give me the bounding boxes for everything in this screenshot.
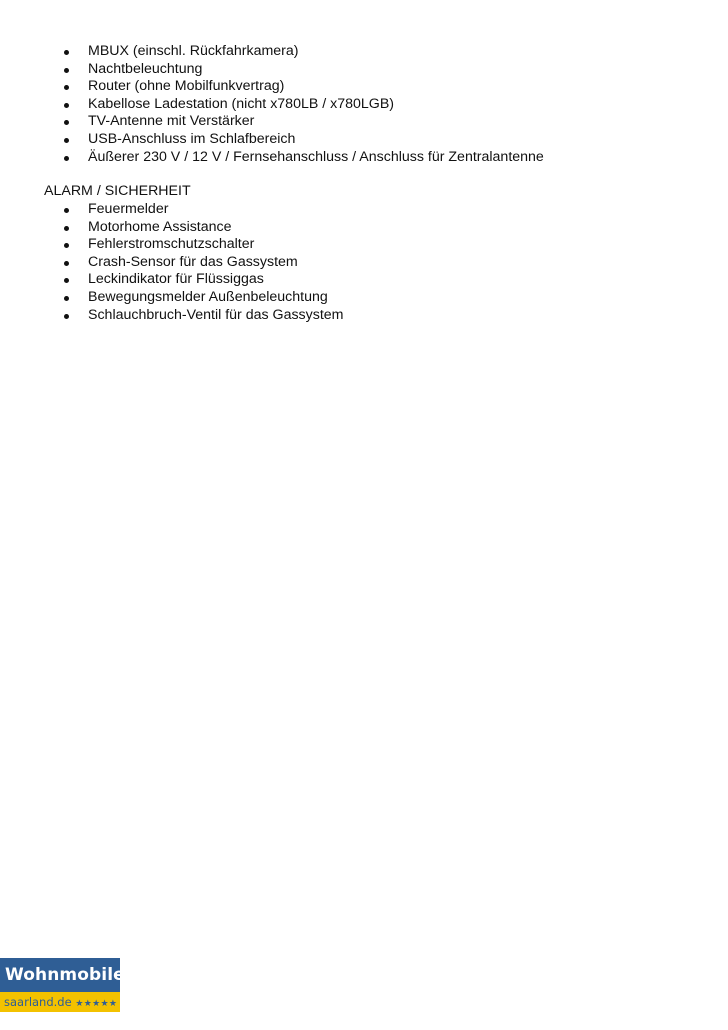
list-item-text: Router (ohne Mobilfunkvertrag) [88,78,285,95]
list-item-text: USB-Anschluss im Schlafbereich [88,130,296,147]
bullet-icon [64,85,69,90]
list-item-text: Bewegungsmelder Außenbeleuchtung [88,288,328,305]
list-item [64,219,344,237]
bullet-icon [64,208,69,213]
section-heading-alarm: ALARM / SICHERHEIT [44,183,191,199]
bullet-icon [64,120,69,125]
bullet-icon [64,68,69,73]
list-item-text: Schlauchbruch-Ventil für das Gassystem [88,306,344,323]
list-item [64,307,344,325]
list-item-text: Leckindikator für Flüssiggas [88,271,264,288]
list-item-text: Nachtbeleuchtung [88,60,203,77]
list-item-text: TV-Antenne mit Verstärker [88,113,255,130]
list-item [64,43,544,61]
bullet-icon [64,278,69,283]
bullet-icon [64,261,69,266]
bullet-icon [64,50,69,55]
list-item [64,61,544,79]
list-item-text: Kabellose Ladestation (nicht x780LB / x780LGB) [88,95,395,112]
list-item [64,236,344,254]
bullet-icon [64,314,69,319]
bullet-icon [64,296,69,301]
list-item-text: Äußerer 230 V / 12 V / Fernsehanschluss / Anschluss für Zentralantenne [88,148,544,165]
star-rating-icon: ★★★★★ [75,999,118,1009]
list-item [64,131,544,149]
list-item [64,113,544,131]
list-item-text: MBUX (einschl. Rückfahrkamera) [88,43,299,59]
list-item [64,201,344,219]
bullet-icon [64,156,69,161]
list-item-text: Motorhome Assistance [88,218,232,235]
bullet-icon [64,243,69,248]
list-item [64,78,544,96]
bullet-icon [64,226,69,231]
equipment-list-alarm [64,201,344,324]
list-item [64,96,544,114]
logo-domain: saarland.de [4,995,72,1009]
list-item [64,271,344,289]
list-item [64,254,344,272]
logo-name: Wohnmobile [0,958,120,992]
list-item [64,149,544,167]
brand-logo[interactable] [0,958,125,1012]
equipment-list-media [64,43,544,166]
list-item [64,289,344,307]
bullet-icon [64,103,69,108]
list-item-text: Crash-Sensor für das Gassystem [88,253,298,270]
list-item-text: Fehlerstromschutzschalter [88,236,255,253]
bullet-icon [64,138,69,143]
logo-domain-bar [0,992,120,1012]
list-item-text: Feuermelder [88,201,169,217]
